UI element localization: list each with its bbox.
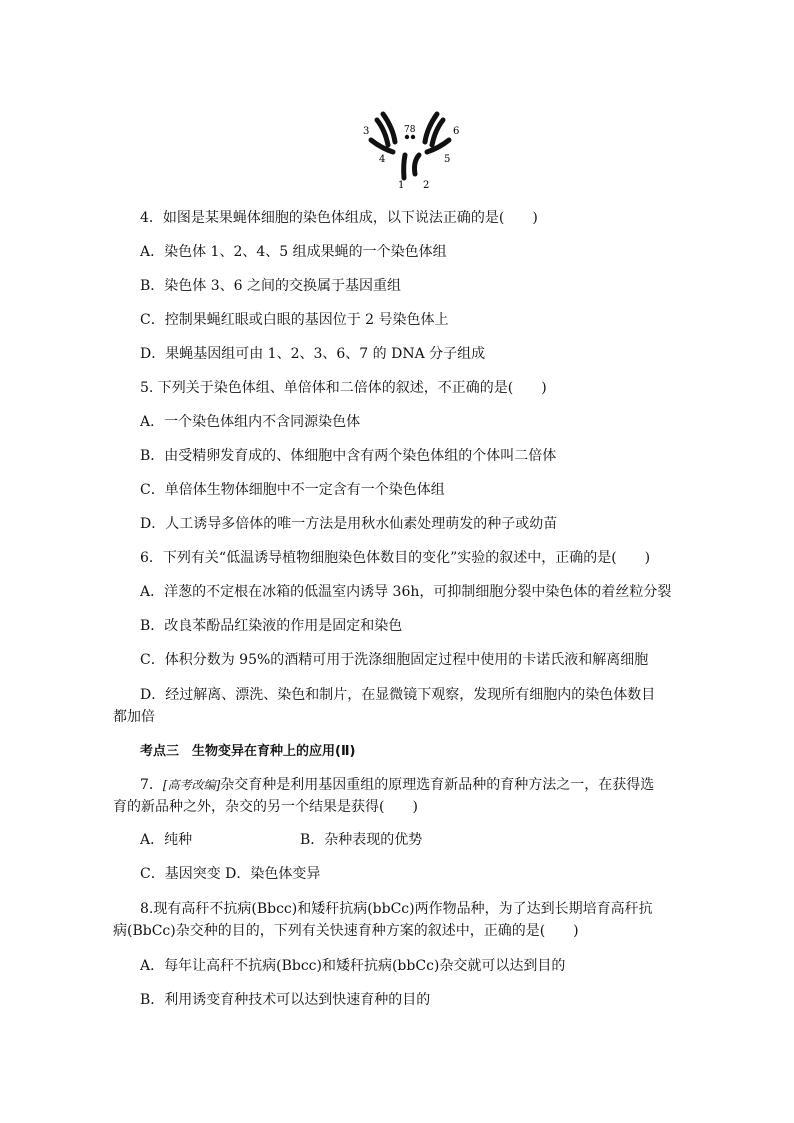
q4-option-d: D．果蝇基因组可由 1、2、3、6、7 的 DNA 分子组成: [140, 346, 486, 362]
q5-stem: 5. 下列关于染色体组、单倍体和二倍体的叙述，不正确的是( ): [140, 380, 547, 396]
q5-option-c: C．单倍体生物体细胞中不一定含有一个染色体组: [140, 482, 445, 498]
q7-text: 杂交育种是利用基因重组的原理选育新品种的育种方法之一，在获得选育的新品种之外，杂交的另一个结果是获得( ): [113, 777, 655, 815]
q7-option-b: B．杂种表现的优势: [300, 832, 423, 848]
label-1: 1: [398, 180, 405, 191]
q6-option-b: B．改良苯酚品红染液的作用是固定和染色: [140, 618, 403, 634]
q7-stem: [113, 774, 658, 818]
q8-stem: 8.现有高秆不抗病(Bbcc)和矮秆抗病(bbCc)两作物品种，为了达到长期培育高秆抗病(BbCc)杂交种的目的，下列有关快速育种方案的叙述中，正确的是( ): [113, 901, 653, 939]
q4-option-b: B．染色体 3、6 之间的交换属于基因重组: [140, 278, 402, 294]
q5-option-b: B．由受精卵发育成的、体细胞中含有两个染色体组的个体叫二倍体: [140, 448, 557, 464]
q5-option-a: A．一个染色体组内不含同源染色体: [140, 414, 361, 430]
label-5: 5: [444, 154, 451, 165]
q7-tag: [高考改编]: [162, 778, 221, 792]
chromosome-figure: [355, 100, 465, 192]
q7-number: 7．: [140, 777, 163, 793]
label-2: 2: [423, 180, 430, 191]
q5-option-d: D．人工诱导多倍体的唯一方法是用秋水仙素处理萌发的种子或幼苗: [140, 516, 558, 532]
label-4: 4: [379, 154, 386, 165]
q6-option-d: D．经过解离、漂洗、染色和制片，在显微镜下观察，发现所有细胞内的染色体数目都加倍: [113, 687, 656, 725]
q8-option-a: A．每年让高秆不抗病(Bbcc)和矮秆抗病(bbCc)杂交就可以达到目的: [140, 958, 566, 974]
q4-option-a: A．染色体 1、2、4、5 组成果蝇的一个染色体组: [140, 244, 447, 260]
q4-stem: 4．如图是某果蝇体细胞的染色体组成，以下说法正确的是( ): [140, 210, 538, 226]
q6-option-c: C．体积分数为 95%的酒精可用于洗涤细胞固定过程中使用的卡诺氏液和解离细胞: [140, 652, 649, 668]
label-6: 6: [453, 126, 460, 137]
chromosome-diagram: [355, 100, 465, 192]
q7-option-cd: C．基因突变 D．染色体变异: [140, 866, 321, 882]
q8-option-b: B．利用诱变育种技术可以达到快速育种的目的: [140, 992, 431, 1008]
label-78: 78: [404, 125, 416, 135]
q6-stem: 6．下列有关“低温诱导植物细胞染色体数目的变化”实验的叙述中，正确的是( ): [140, 550, 651, 566]
q6-option-a: A．洋葱的不定根在冰箱的低温室内诱导 36h，可抑制细胞分裂中染色体的着丝粒分裂: [140, 584, 672, 600]
label-3: 3: [363, 126, 370, 137]
q4-option-c: C．控制果蝇红眼或白眼的基因位于 2 号染色体上: [140, 312, 449, 328]
section-heading: 考点三 生物变异在育种上的应用(Ⅱ): [140, 744, 356, 759]
q7-options-ab: [140, 830, 715, 850]
q7-option-a: A．纯种: [140, 832, 193, 848]
